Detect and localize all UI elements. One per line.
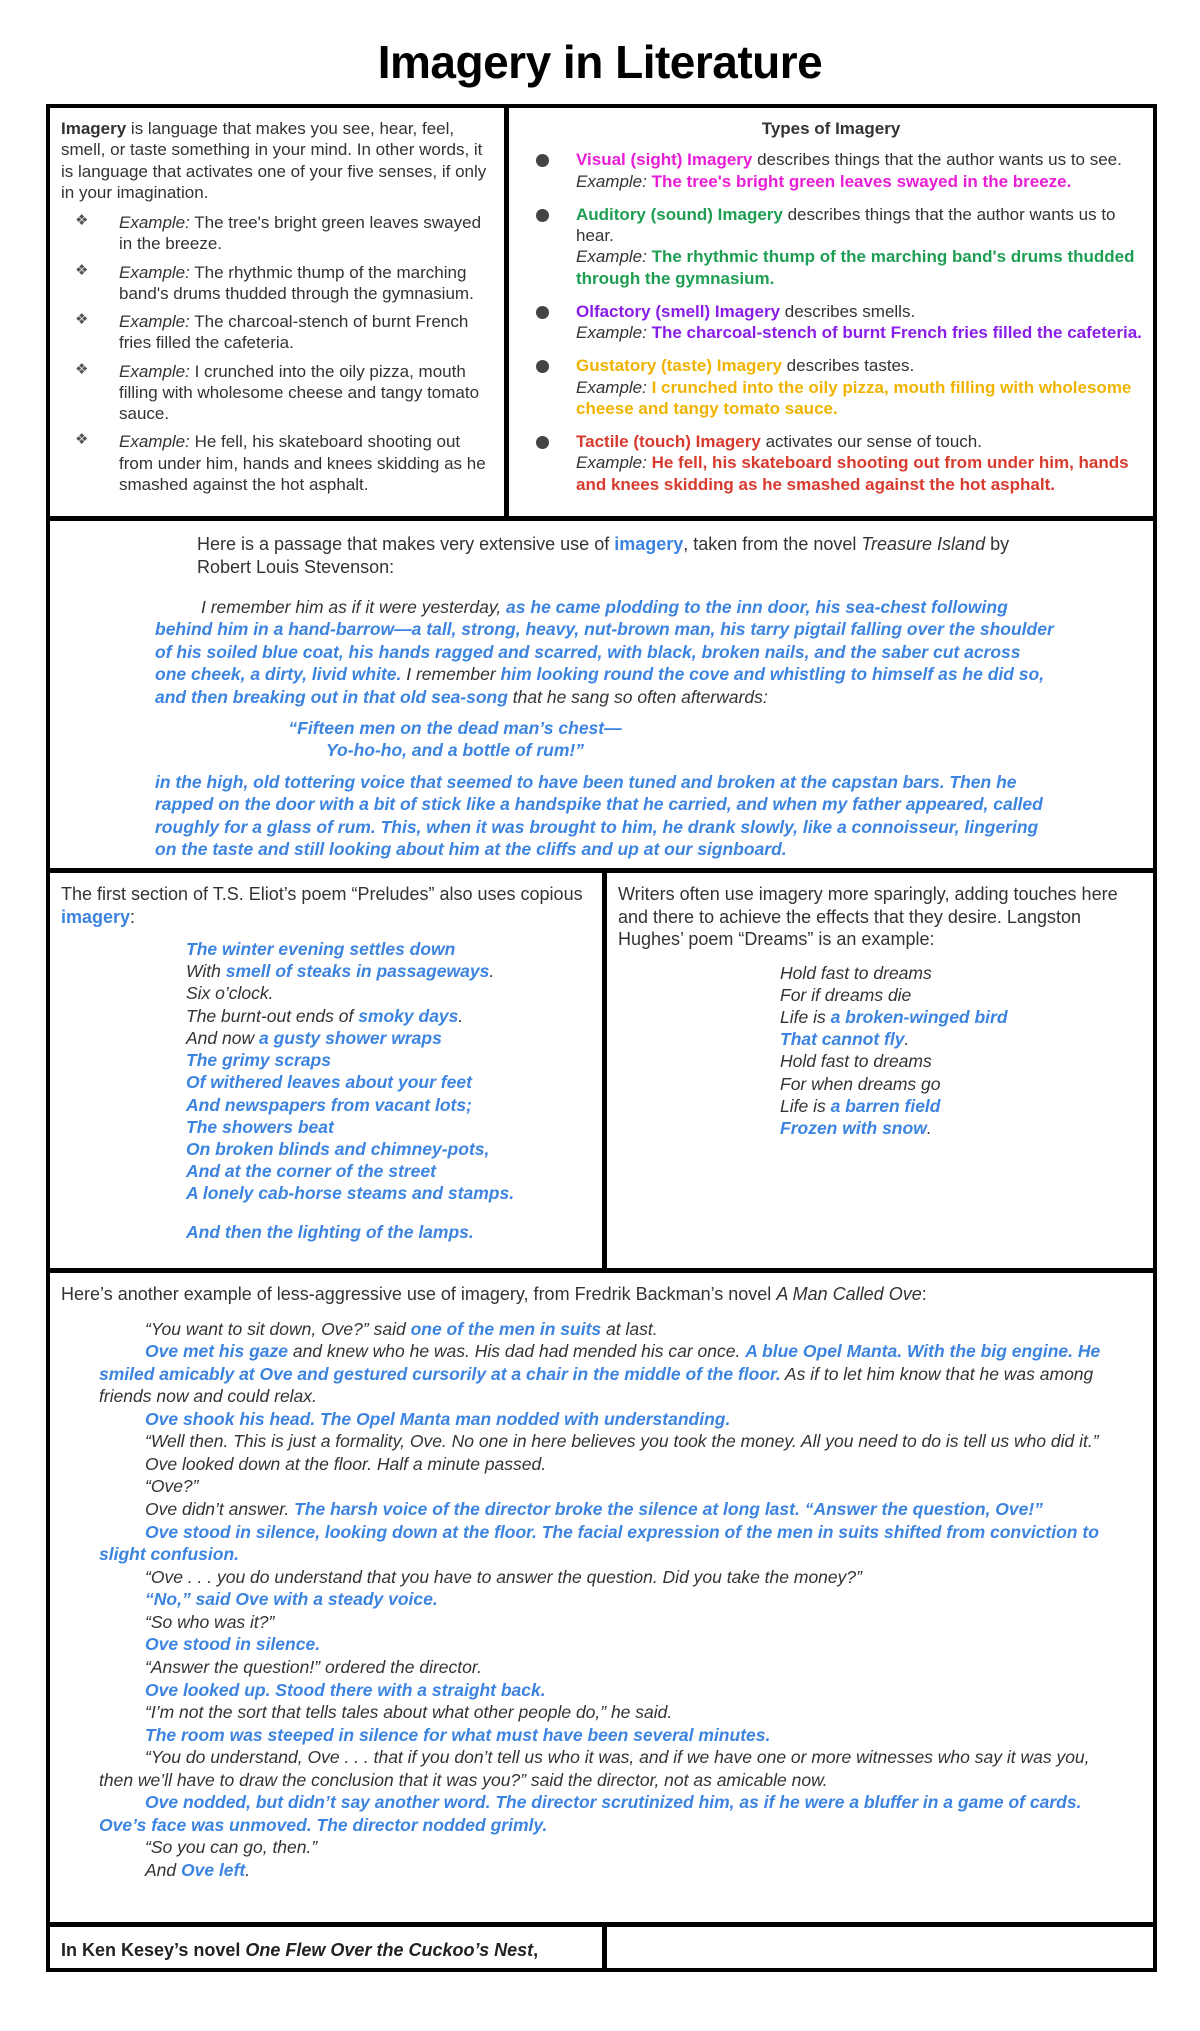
type-gustatory: Gustatory (taste) Imagery describes tastes. Example: I crunched into the oily pizza, mouth filling with wholesome cheese and tangy tomato sauce. <box>519 355 1143 419</box>
dreams-poem: Hold fast to dreams For if dreams die Life is a broken-winged bird That cannot fly. Hold fast to dreams For when dreams go Life is a barren field Frozen with snow. <box>780 962 1008 1139</box>
preludes-poem: The winter evening settles down With smell of steaks in passageways. Six o’clock. The burnt-out ends of smoky days. And now a gusty shower wraps The grimy scraps Of withered leaves about your feet And newspapers from vacant lots; The showers beat On broken blinds and chimney-pots, And at the corner of the street A lonely cab-horse steams and stamps. And then the lighting of the lamps. <box>186 939 515 1242</box>
treasure-island-box <box>46 517 1157 872</box>
bullet-dot-icon <box>536 360 549 373</box>
treasure-island-intro: Here is a passage that makes very extensive use of imagery, taken from the novel Treasure Island by Robert Louis Stevenson: <box>197 534 1010 577</box>
diamond-bullet-icon: ❖ <box>75 311 89 328</box>
eliot-preludes-box <box>46 869 606 1272</box>
page-title: Imagery in Literature <box>377 36 823 88</box>
type-visual: Visual (sight) Imagery describes things that the author wants us to see. Example: The tree's bright green leaves swayed in the breeze. <box>519 149 1143 192</box>
diamond-bullet-icon: ❖ <box>75 360 89 378</box>
definition-text: Imagery is language that makes you see, hear, feel, smell, or taste something in your mind. In other words, it is language that activates one of your five senses, if only in your imagination. <box>61 119 487 202</box>
treasure-island-passage: I remember him as if it were yesterday, as he came plodding to the inn door, his sea-chest following behind him in a hand-barrow—a tall, strong, heavy, nut-brown man, his tarry pigtail falling over the shoulder of his soiled blue coat, his hands ragged and scarred, with black, broken nails, and the saber cut across one cheek, a dirty, livid white. I remember him looking round the cove and whistling to himself as he did so, and then breaking out in that old sea-song that he sang so often afterwards: <box>155 597 1054 707</box>
a-man-called-ove-box <box>46 1269 1157 1926</box>
bullet-dot-icon <box>536 306 549 319</box>
eliot-intro: The first section of T.S. Eliot’s poem “Preludes” also uses copious imagery: <box>61 884 583 927</box>
types-heading: Types of Imagery <box>761 119 901 138</box>
types-of-imagery-box <box>505 104 1157 520</box>
bullet-dot-icon <box>536 154 549 167</box>
list-item: ❖ Example: He fell, his skateboard shooting out from under him, hands and knees skidding as he smashed against the hot asphalt. <box>75 431 486 494</box>
hughes-intro: Writers often use imagery more sparingly, adding touches here and there to achieve the effects that they desire. Langston Hughes’ poem “Dreams” is an example: <box>618 884 1118 949</box>
bullet-dot-icon <box>536 436 549 449</box>
type-auditory: Auditory (sound) Imagery describes things that the author wants us to hear. Example: The rhythmic thump of the marching band's drums thudded through the gymnasium. <box>519 204 1143 289</box>
sea-song: “Fifteen men on the dead man’s chest— Yo-ho-ho, and a bottle of rum!” <box>288 717 622 761</box>
ove-passage: “You want to sit down, Ove?” said one of the men in suits at last. Ove met his gaze and knew who he was. His dad had mended his car once. A blue Opel Manta. With the big engine. He smiled amicably at Ove and gestured cursorily at a chair in the middle of the floor. As if to let him know that he was among friends now and could relax. Ove shook his head. The Opel Manta man nodded with understanding. “Well then. This is just a formality, Ove. No one in here believes you took the money. All you need to do is tell us who did it.” Ove looked down at the floor. Half a minute passed. “Ove?” Ove didn’t answer. The harsh voice of the director broke the silence at long last. “Answer the question, Ove!” Ove stood in silence, looking down at the floor. The facial expression of the men in suits shifted from conviction to slight confusion. “Ove . . . you do understand that you have to answer the question. Did you take the money?” “No,” said Ove with a steady voice. “So who was it?” Ove stood in silence. “Answer the question!” ordered the director. Ove looked up. Stood there with a straight back. “I’m not the sort that tells tales about what other people do,” he said. The room was steeped in silence for what must have been several minutes. “You do understand, Ove . . . that if you don’t tell us who it was, and if we have one or more witnesses who say it was you, then we’ll have to draw the conclusion that it was you?” said the director, not as amicable now. Ove nodded, but didn’t say another word. The director scrutinized him, as if he were a bluffer in a game of cards. Ove’s face was unmoved. The director nodded grimly. “So you can go, then.” And Ove left. <box>99 1318 1101 1880</box>
kesey-box: In Ken Kesey’s novel One Flew Over the Cuckoo’s Nest, <box>46 1923 606 1972</box>
definition-term: Imagery <box>61 119 127 138</box>
list-item: ❖ Example: The tree's bright green leaves swayed in the breeze. <box>75 212 482 254</box>
list-item: ❖ Example: The rhythmic thump of the marching band's drums thudded through the gymnasium. <box>75 261 474 303</box>
bullet-dot-icon <box>536 209 549 222</box>
diamond-bullet-icon: ❖ <box>75 261 89 279</box>
diamond-bullet-icon: ❖ <box>75 431 89 449</box>
list-item: ❖ Example: I crunched into the oily pizza, mouth filling with wholesome cheese and tangy tomato sauce. <box>75 360 480 423</box>
type-olfactory: Olfactory (smell) Imagery describes smells. Example: The charcoal-stench of burnt French fries filled the cafeteria. <box>519 301 1143 344</box>
type-tactile: Tactile (touch) Imagery activates our sense of touch. Example: He fell, his skateboard shooting out from under him, hands and knees skidding as he smashed against the hot asphalt. <box>519 431 1143 495</box>
treasure-island-passage-end: in the high, old tottering voice that seemed to have been tuned and broken at the capstan bars. Then he rapped on the door with a bit of stick like a handspike that he carried, and when my father appeared, called roughly for a glass of rum. This, when it was brought to him, he drank slowly, like a connoisseur, lingering on the taste and still looking about him at the cliffs and up at our signboard. <box>155 771 1043 859</box>
example-list <box>61 212 496 495</box>
ove-intro: Here’s another example of less-aggressive use of imagery, from Fredrik Backman’s novel A Man Called Ove: <box>61 1284 927 1304</box>
list-item: ❖ Example: The charcoal-stench of burnt French fries filled the cafeteria. <box>75 311 469 353</box>
diamond-bullet-icon: ❖ <box>75 212 89 229</box>
imagery-definition-box <box>46 104 508 520</box>
hughes-dreams-box <box>603 869 1157 1272</box>
empty-cell <box>603 1923 1157 1972</box>
